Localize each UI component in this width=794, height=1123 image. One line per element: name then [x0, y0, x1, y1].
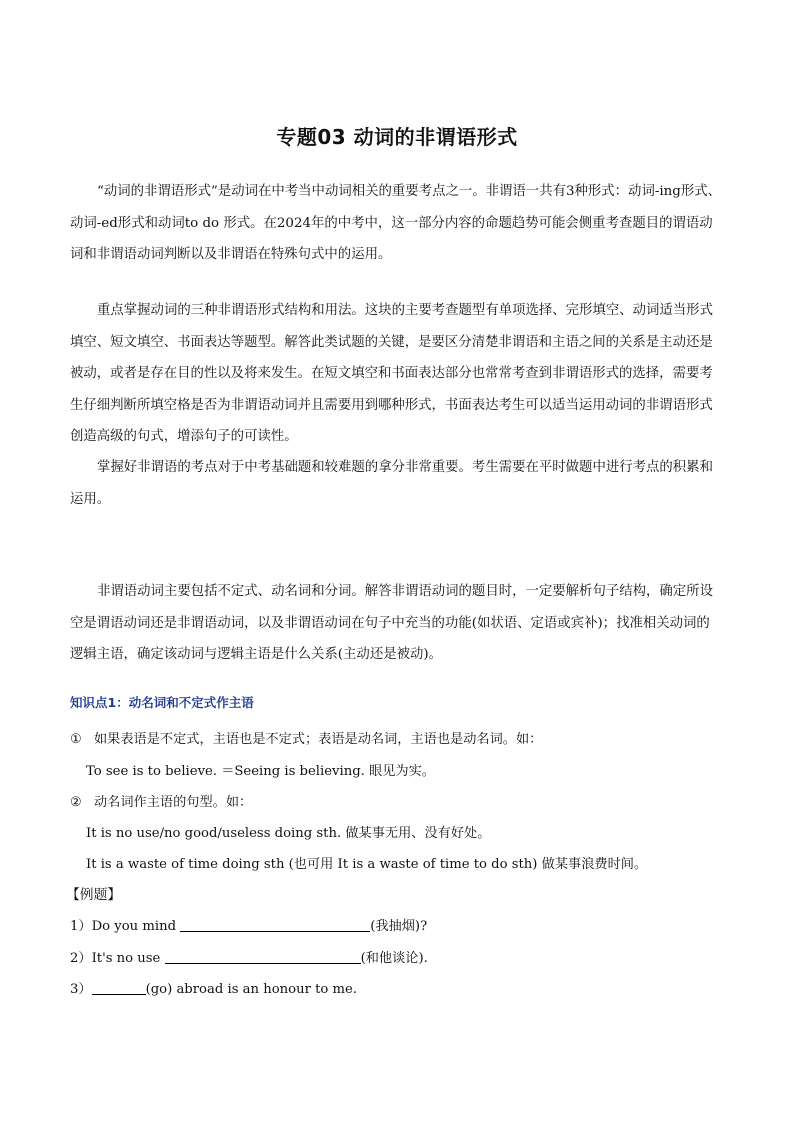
question-2-hint: (和他谈论). — [360, 951, 428, 966]
intro-paragraph-3: 掌握好非谓语的考点对于中考基础题和较难题的拿分非常重要。考生需要在平时做题中进行考点的积累和运用。 — [70, 460, 713, 507]
question-2-number: 2） — [70, 951, 92, 966]
question-1-hint: (我抽烟)? — [370, 919, 428, 934]
intro-paragraph-2: 重点掌握动词的三种非谓语形式结构和用法。这块的主要考查题型有单项选择、完形填空、动词适当形式填空、短文填空、书面表达等题型。解答此类试题的关键，是要区分清楚非谓语和主语之间的关系是主动还是被动，或者是存在目的性以及将来发生。在短文填空和书面表达部分也常常考查到非谓语形式的选择，需要考生仔细判断所填空格是否为非谓语动词并且需要用到哪种形式，书面表达考生可以适当运用动词的非谓语形式创造高级的句式，增添句子的可读性。 — [70, 303, 713, 444]
answer-blank-3[interactable] — [92, 982, 146, 995]
rule-2 — [70, 791, 252, 810]
question-1-text: Do you mind — [91, 919, 181, 934]
rule-2-marker: ② — [70, 795, 82, 810]
rule-1-text: 如果表语是不定式，主语也是不定式；表语是动名词，主语也是动名词。如： — [94, 732, 543, 747]
knowledge-point-heading: 知识点1：动名词和不定式作主语 — [70, 695, 254, 710]
rule-1 — [70, 728, 542, 747]
rule-2-text: 动名词作主语的句型。如： — [94, 795, 253, 810]
answer-blank-1[interactable] — [180, 919, 370, 932]
rule-1-marker: ① — [70, 732, 82, 747]
intro-paragraph-1: “动词的非谓语形式”是动词在中考当中动词相关的重要考点之一。非谓语一共有3种形式：动词-ing形式、动词-ed形式和动词to do 形式。在2024年的中考中，这一部分内容的命题趋势可能会侧重考查题目的谓语动词和非谓语动词判断以及非谓语在特殊句式中的运用。 — [70, 184, 722, 262]
question-1-number: 1） — [70, 919, 92, 934]
rule-1-example: To see is to believe. ＝Seeing is believing. 眼见为实。 — [86, 764, 435, 779]
question-2 — [70, 947, 428, 966]
question-2-text: It's no use — [91, 951, 165, 966]
rule-2-example-1: It is no use/no good/useless doing sth. 做某事无用、没有好处。 — [86, 826, 491, 841]
question-3-number: 3） — [70, 982, 92, 997]
rule-2-example-2: It is a waste of time doing sth (也可用 It is a waste of time to do sth) 做某事浪费时间。 — [86, 857, 648, 872]
examples-heading: 【例题】 — [66, 887, 122, 903]
question-3-text: (go) abroad is an honour to me. — [145, 982, 357, 997]
intro-paragraph-4: 非谓语动词主要包括不定式、动名词和分词。解答非谓语动词的题目时，一定要解析句子结构，确定所设空是谓语动词还是非谓语动词，以及非谓语动词在句子中充当的功能(如状语、定语或宾补)；找准相关动词的逻辑主语，确定该动词与逻辑主语是什么关系(主动还是被动)。 — [70, 584, 713, 662]
question-1 — [70, 915, 427, 934]
question-3 — [70, 978, 357, 997]
page-title: 专题03 动词的非谓语形式 — [276, 125, 518, 149]
answer-blank-2[interactable] — [165, 951, 361, 964]
